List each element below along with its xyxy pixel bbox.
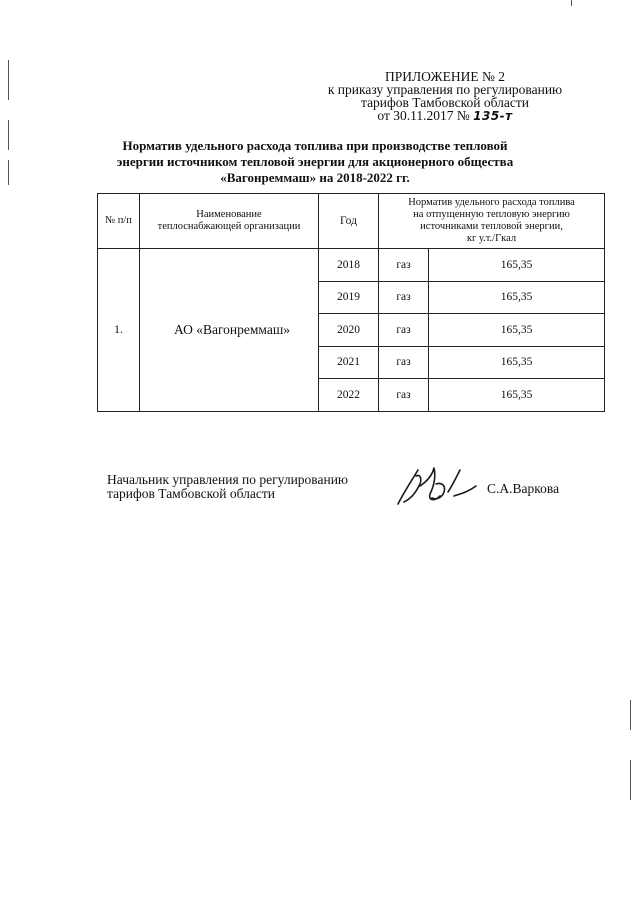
row-year: 2021 — [319, 346, 379, 379]
table-row — [98, 249, 605, 282]
row-seq: 1. — [98, 249, 140, 412]
header-num: № п/п — [98, 194, 140, 249]
document-title — [100, 138, 530, 186]
row-year: 2022 — [319, 379, 379, 412]
row-fuel: газ — [379, 249, 429, 282]
annex-order-ref: к приказу управления по регулированию — [327, 82, 563, 97]
annex-date-line — [300, 109, 590, 123]
annex-order-number: 135-т — [473, 109, 513, 123]
row-fuel: газ — [379, 281, 429, 314]
row-fuel: газ — [379, 346, 429, 379]
signer-position — [107, 473, 387, 501]
header-year: Год — [319, 194, 379, 249]
document-title-line1: Норматив удельного расхода топлива при производстве тепловой — [122, 138, 508, 153]
row-year: 2020 — [319, 314, 379, 347]
annex-date: от 30.11.2017 № — [377, 108, 470, 123]
document-title-line2: энергии источником тепловой энергии для акционерного общества — [116, 154, 514, 169]
row-fuel: газ — [379, 314, 429, 347]
annex-header — [300, 70, 590, 123]
signer-position-line1: Начальник управления по регулированию — [107, 472, 349, 487]
signer-name: С.А.Варкова — [487, 481, 560, 496]
header-norm: Норматив удельного расхода топлива на отпущенную тепловую энергию источниками тепловой энергии, кг у.т./Гкал — [379, 194, 605, 249]
row-value: 165,35 — [429, 281, 605, 314]
table-header-row — [98, 194, 605, 249]
annex-title: ПРИЛОЖЕНИЕ № 2 — [384, 69, 506, 84]
row-value: 165,35 — [429, 346, 605, 379]
row-value: 165,35 — [429, 314, 605, 347]
row-value: 165,35 — [429, 249, 605, 282]
row-fuel: газ — [379, 379, 429, 412]
document-title-line3: «Вагонреммаш» на 2018-2022 гг. — [220, 170, 410, 185]
annex-authority: тарифов Тамбовской области — [361, 95, 529, 110]
header-organization: Наименование теплоснабжающей организации — [140, 194, 319, 249]
row-year: 2019 — [319, 281, 379, 314]
signer-position-line2: тарифов Тамбовской области — [107, 486, 275, 501]
row-value: 165,35 — [429, 379, 605, 412]
handwritten-signature — [390, 462, 480, 512]
row-organization: АО «Вагонреммаш» — [140, 249, 319, 412]
norm-table — [97, 193, 605, 412]
row-year: 2018 — [319, 249, 379, 282]
